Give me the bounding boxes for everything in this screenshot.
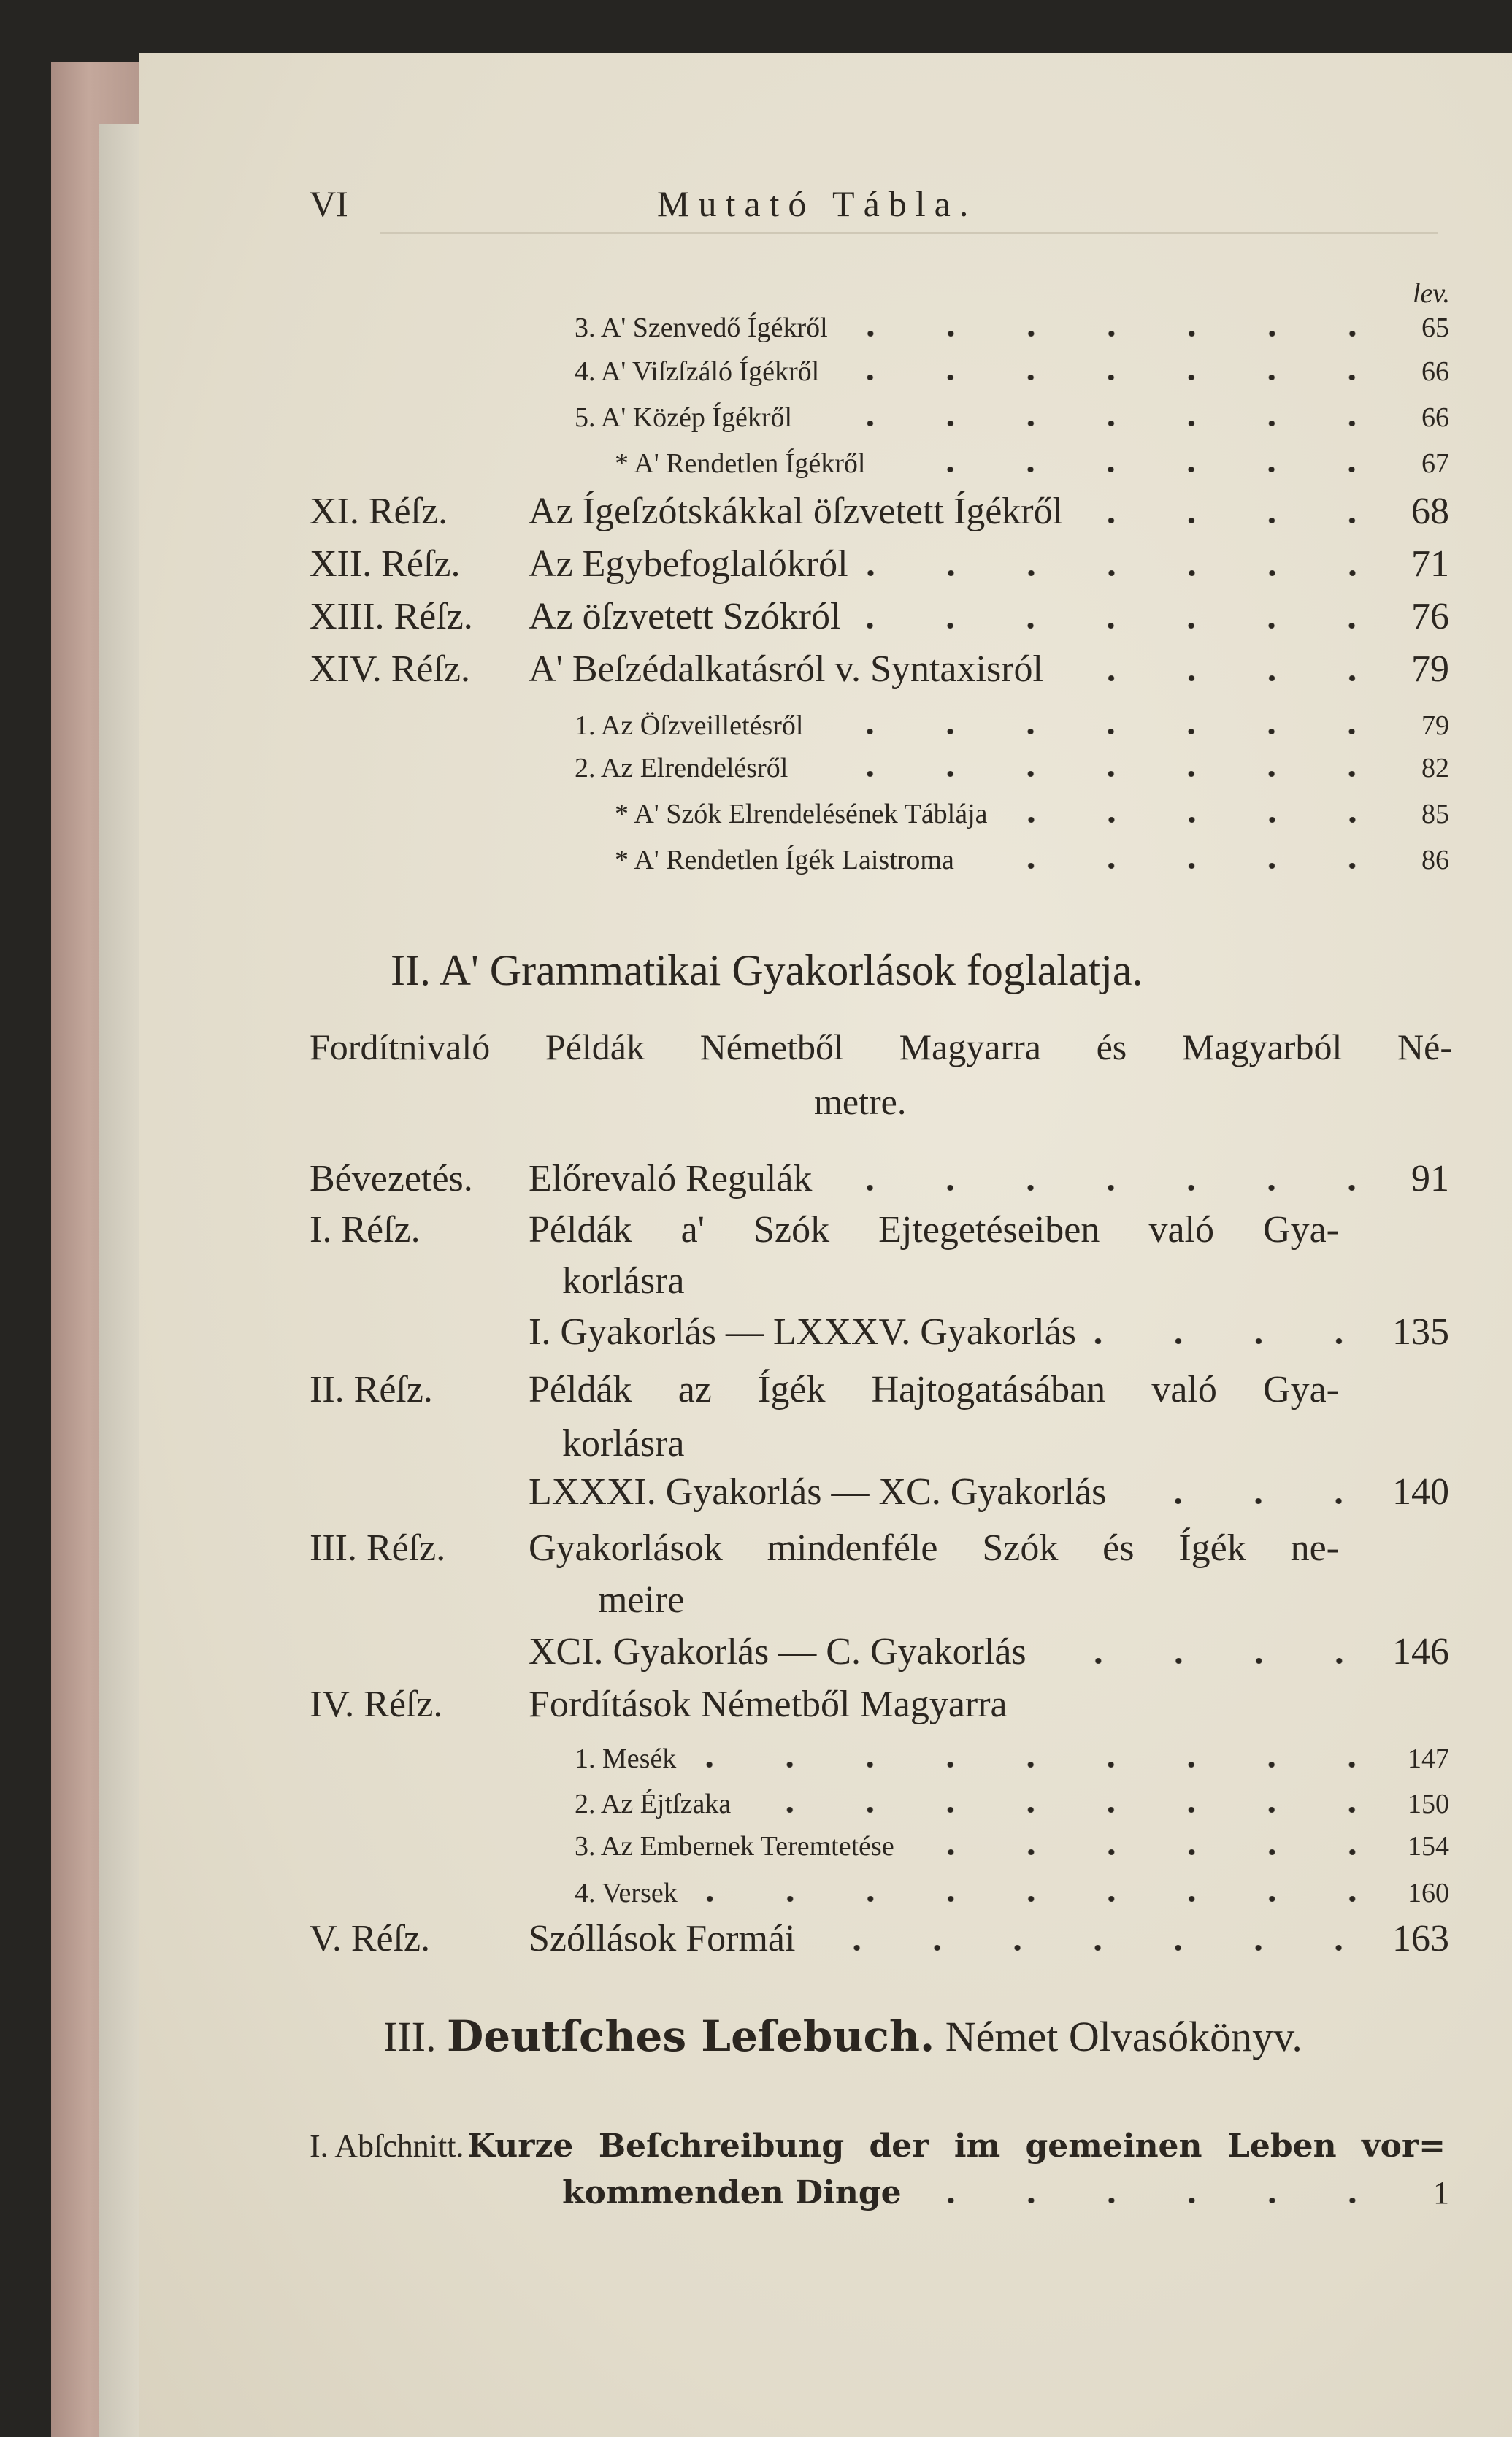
part3-german-title: Deutſches Leſebuch. (446, 2011, 935, 2061)
dot-leader (691, 1896, 1392, 1902)
entry-title: A' Beſzédalkatásról v. Syntaxisról (529, 648, 1043, 690)
section-label: XIII. Réſz. (310, 596, 473, 637)
page-ref: 76 (1411, 596, 1449, 637)
part2-intro-line1: Fordítnivaló Példák Németből Magyarra és Magyarból Né- (310, 1026, 1452, 1067)
header-rule (380, 232, 1438, 234)
page-ref: 79 (1421, 710, 1449, 741)
part2-heading: II. A' Grammatikai Gyakorlások foglalatja. (391, 946, 1143, 994)
toc-entry (615, 798, 1449, 830)
toc-entry (529, 1630, 1449, 1673)
toc-entry (529, 1917, 1449, 1960)
toc-entry (562, 2174, 1449, 2211)
part3-numeral: III. (383, 2013, 437, 2060)
toc-entry (575, 1830, 1449, 1862)
page-number: VI (310, 183, 348, 224)
toc-entry (562, 1259, 684, 1302)
entry-title: 5. A' Közép Ígékről (575, 402, 793, 433)
toc-entry (575, 1788, 1449, 1820)
entry-title: korlásra (562, 1260, 685, 1302)
page-ref: 147 (1408, 1743, 1449, 1774)
section-label: XII. Réſz. (310, 543, 461, 585)
page-ref: 68 (1411, 491, 1449, 532)
dot-leader (1119, 1498, 1379, 1504)
page-ref: 82 (1421, 752, 1449, 783)
page-ref: 67 (1421, 448, 1449, 479)
page-ref: 85 (1421, 798, 1449, 829)
toc-entry (575, 752, 1449, 784)
page-ref: 135 (1392, 1311, 1449, 1353)
toc-entry (575, 1743, 1449, 1775)
entry-title: kommenden Dinge (562, 2174, 902, 2211)
dot-leader (805, 421, 1392, 426)
toc-entry (615, 844, 1449, 876)
toc-entry (529, 542, 1449, 586)
entry-title: Szóllások Formái (529, 1918, 796, 1960)
section-label: XI. Réſz. (310, 491, 448, 532)
dot-leader (1001, 817, 1392, 823)
entry-title: * A' Rendetlen Ígék Laistroma (615, 844, 954, 875)
page-ref: 71 (1411, 543, 1449, 585)
column-heading-lev: lev. (1413, 278, 1450, 309)
toc-entry (529, 595, 1449, 638)
page-ref: 66 (1421, 356, 1449, 387)
toc-entry: Példák az Ígék Hajtogatásában való Gya- (529, 1369, 1339, 1411)
toc-entry (575, 312, 1449, 344)
page-fold (99, 124, 142, 2437)
entry-title: 3. A' Szenvedő Ígékről (575, 312, 828, 343)
entry-title: I. Gyakorlás — LXXXV. Gyakorlás (529, 1311, 1077, 1353)
toc-entry (575, 710, 1449, 742)
page-ref: 91 (1411, 1158, 1449, 1200)
entry-title: Fordítások Németből Magyarra (529, 1684, 1008, 1725)
entry-title: 2. Az Elrendelésről (575, 752, 788, 783)
toc-entry (529, 490, 1449, 533)
page-ref: 79 (1411, 648, 1449, 690)
entry-title: meire (598, 1579, 685, 1621)
toc-entry (529, 1683, 1008, 1726)
toc-entry (575, 1877, 1449, 1909)
toc-entry: Kurze Beſchreibung der im gemeinen Leben vor= (467, 2127, 1446, 2165)
dot-leader (816, 729, 1392, 734)
dot-leader (689, 1762, 1392, 1768)
entry-title: 4. Versek (575, 1877, 678, 1908)
section-label: I. Réſz. (310, 1209, 421, 1251)
page-ref: 146 (1392, 1631, 1449, 1673)
page-ref: 160 (1408, 1877, 1449, 1908)
entry-title: Az Egybefoglalókról (529, 543, 848, 585)
entry-title: Az öſzvetett Szókról (529, 596, 841, 637)
page-ref: 140 (1392, 1471, 1449, 1513)
dot-leader (861, 570, 1392, 576)
dot-leader (801, 771, 1392, 777)
section-label: I. Abſchnitt. (310, 2128, 464, 2164)
section-label: II. Réſz. (310, 1369, 433, 1411)
dot-leader (1089, 1338, 1379, 1344)
page-ref: 150 (1408, 1788, 1449, 1819)
page-ref: 163 (1392, 1918, 1449, 1960)
dot-leader (915, 2198, 1392, 2203)
entry-title: Előrevaló Regulák (529, 1158, 813, 1200)
entry-title: 1. Az Öſzveilletésről (575, 710, 804, 741)
dot-leader (853, 623, 1392, 629)
toc-entry (529, 648, 1449, 691)
toc-entry (615, 448, 1449, 480)
dot-leader (1056, 675, 1392, 681)
toc-entry (562, 1422, 684, 1465)
section-label: IV. Réſz. (310, 1684, 443, 1725)
page-ref: 1 (1433, 2175, 1449, 2211)
entry-title: 1. Mesék (575, 1743, 677, 1774)
entry-title: korlásra (562, 1423, 685, 1465)
page-ref: 65 (1421, 312, 1449, 343)
entry-title: XCI. Gyakorlás — C. Gyakorlás (529, 1631, 1026, 1673)
part2-intro-line2: metre. (814, 1081, 907, 1122)
entry-title: Az Ígeſzótskákkal öſzvetett Ígékről (529, 491, 1064, 532)
toc-entry (529, 1157, 1449, 1200)
dot-leader (1040, 1658, 1379, 1664)
toc-entry: Gyakorlások mindenféle Szók és Ígék ne- (529, 1527, 1339, 1569)
toc-entry (575, 402, 1449, 434)
part3-hungarian-title: Német Olvasókönyv. (945, 2013, 1302, 2060)
section-label: XIV. Réſz. (310, 648, 471, 690)
page-ref: 86 (1421, 844, 1449, 875)
dot-leader (832, 375, 1392, 380)
toc-entry (529, 1470, 1449, 1513)
toc-entry: Példák a' Szók Ejtegetéseiben való Gya- (529, 1209, 1339, 1251)
toc-entry (529, 1310, 1449, 1354)
page-ref: 66 (1421, 402, 1449, 433)
entry-title: * A' Szók Elrendelésének Táblája (615, 798, 988, 829)
entry-title: 3. Az Embernek Teremtetése (575, 1830, 894, 1862)
section-label: Bévezetés. (310, 1158, 473, 1200)
part3-heading (383, 2011, 1302, 2061)
dot-leader (1076, 518, 1392, 523)
dot-leader (878, 467, 1392, 472)
dot-leader (744, 1807, 1392, 1813)
dot-leader (967, 863, 1392, 869)
entry-title: LXXXI. Gyakorlás — XC. Gyakorlás (529, 1471, 1107, 1513)
entry-title: * A' Rendetlen Ígékről (615, 448, 866, 479)
dot-leader (825, 1185, 1392, 1191)
page-ref: 154 (1408, 1830, 1449, 1862)
toc-entry (575, 356, 1449, 388)
section-label: V. Réſz. (310, 1918, 431, 1960)
running-title: Mutató Tábla. (657, 183, 978, 224)
dot-leader (907, 1849, 1392, 1855)
dot-leader (808, 1945, 1379, 1951)
entry-title: 4. A' Viſzſzáló Ígékről (575, 356, 820, 387)
toc-entry (598, 1578, 684, 1622)
entry-title: 2. Az Éjtſzaka (575, 1788, 732, 1819)
section-label: III. Réſz. (310, 1527, 446, 1569)
dot-leader (841, 331, 1392, 337)
